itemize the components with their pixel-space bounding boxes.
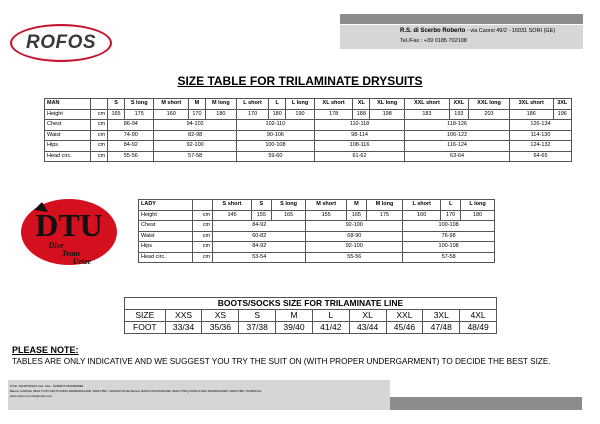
cell: 114-130 <box>510 130 572 141</box>
row-label: Head circ. <box>139 252 193 263</box>
column-header: 3XL short <box>510 99 554 110</box>
cell: 82-98 <box>154 130 236 141</box>
cell: 155 <box>251 210 271 221</box>
size-row <box>125 310 497 322</box>
foot-cell: 45/46 <box>386 322 423 334</box>
brand-name: ROFOS <box>25 32 97 53</box>
cell: 126-134 <box>510 120 572 131</box>
table-row <box>139 221 495 232</box>
column-header: MAN <box>45 99 91 110</box>
size-cell: XXS <box>165 310 202 322</box>
rofos-logo <box>10 24 112 62</box>
row-label: Head circ. <box>45 151 91 162</box>
cell: 92-100 <box>306 221 403 232</box>
size-cell: 3XL <box>423 310 460 322</box>
row-label: Height <box>45 109 91 120</box>
row-label: Waist <box>139 231 193 242</box>
table-row <box>139 242 495 253</box>
cell: 203 <box>469 109 510 120</box>
cell: 116-124 <box>405 141 510 152</box>
column-header: XXL short <box>405 99 450 110</box>
unit-cell: cm <box>193 242 213 253</box>
dive-team-uetze-logo <box>20 192 118 272</box>
unit-cell: cm <box>193 210 213 221</box>
cell: 165 <box>108 109 125 120</box>
cell: 170 <box>189 109 206 120</box>
cell: 63-64 <box>405 151 510 162</box>
size-cell: 4XL <box>460 310 497 322</box>
cell: 188 <box>353 109 370 120</box>
cell: 84-92 <box>108 141 154 152</box>
column-header: L short <box>403 200 441 211</box>
foot-cell: 39/40 <box>276 322 313 334</box>
cell: 55-56 <box>108 151 154 162</box>
cell: 55-56 <box>306 252 403 263</box>
column-header: L short <box>236 99 268 110</box>
note-heading: PLEASE NOTE: <box>12 345 79 355</box>
cell: 57-58 <box>403 252 495 263</box>
cell: 100-108 <box>403 221 495 232</box>
column-header: S short <box>213 200 252 211</box>
company-address: - via Caorsi 49/2 - 16031 SORI (GE) <box>465 28 556 34</box>
cell: 145 <box>213 210 252 221</box>
unit-cell: cm <box>90 141 107 152</box>
cell: 118-126 <box>405 120 510 131</box>
cell: 170 <box>236 109 268 120</box>
column-header: LADY <box>139 200 193 211</box>
cell: 175 <box>366 210 402 221</box>
letterhead <box>0 0 600 62</box>
table-row <box>45 141 572 152</box>
cell: 64-65 <box>510 151 572 162</box>
size-cell: M <box>276 310 313 322</box>
page-title: SIZE TABLE FOR TRILAMINATE DRYSUITS <box>177 74 423 88</box>
column-header: XXL long <box>469 99 510 110</box>
footer-box <box>8 380 390 410</box>
column-header <box>90 99 107 110</box>
size-cell: L <box>312 310 349 322</box>
column-header: M <box>189 99 206 110</box>
row-label: Chest <box>139 221 193 232</box>
column-header: L long <box>286 99 315 110</box>
cell: 92-100 <box>306 242 403 253</box>
column-header: M long <box>205 99 236 110</box>
cell: 175 <box>124 109 154 120</box>
size-cell: S <box>239 310 276 322</box>
cell: 102-110 <box>236 120 314 131</box>
table-row <box>45 151 572 162</box>
table-title-row <box>125 298 497 310</box>
column-header: M long <box>366 200 402 211</box>
foot-label: FOOT <box>125 322 166 334</box>
cell: 61-62 <box>314 151 404 162</box>
cell: 76-98 <box>403 231 495 242</box>
size-label: SIZE <box>125 310 166 322</box>
row-label: Hips <box>139 242 193 253</box>
cell: 98-114 <box>314 130 404 141</box>
header-bar <box>340 14 583 24</box>
cell: 94-102 <box>154 120 236 131</box>
unit-cell: cm <box>193 231 213 242</box>
foot-cell: 33/34 <box>165 322 202 334</box>
column-header: S <box>251 200 271 211</box>
table-row <box>139 210 495 221</box>
table-row <box>45 109 572 120</box>
cell: 74-90 <box>108 130 154 141</box>
column-header: XXL <box>449 99 468 110</box>
cell: 155 <box>306 210 347 221</box>
foot-cell: 43/44 <box>349 322 386 334</box>
column-header: M <box>347 200 367 211</box>
logo-text-dive: Dive <box>48 241 64 250</box>
cell: 108-116 <box>314 141 404 152</box>
cell: 165 <box>347 210 367 221</box>
column-header: 3XL <box>553 99 572 110</box>
cell: 60-82 <box>213 231 306 242</box>
size-cell: XXL <box>386 310 423 322</box>
row-label: Waist <box>45 130 91 141</box>
unit-cell: cm <box>193 252 213 263</box>
cell: 84-92 <box>213 242 306 253</box>
unit-cell: cm <box>90 109 107 120</box>
column-header: S long <box>271 200 306 211</box>
foot-cell: 35/36 <box>202 322 239 334</box>
table-row <box>139 252 495 263</box>
cell: 198 <box>370 109 405 120</box>
cell: 57-58 <box>154 151 236 162</box>
company-box <box>340 24 583 49</box>
size-cell: XL <box>349 310 386 322</box>
footer-bank-info: Banca: CARIGE, IBAN IT47O 06175 32160 000000461410E, SWIFT/BIC: CRGEITGG162 Banca: BANCA PASSADORE, IBAN IT66Q 03332 01404 000000612900, SWIFT/BIC: PASBITGG <box>10 389 262 393</box>
boots-table-title: BOOTS/SOCKS SIZE FOR TRILAMINATE LINE <box>125 298 497 310</box>
cell: 183 <box>405 109 450 120</box>
cell: 68-90 <box>306 231 403 242</box>
column-header: M short <box>306 200 347 211</box>
logo-letters: DTU <box>35 207 103 243</box>
cell: 59-60 <box>236 151 314 162</box>
table-row <box>139 231 495 242</box>
cell: 178 <box>314 109 352 120</box>
company-name: R.S. di Scerbo Roberto <box>400 28 466 34</box>
cell: 170 <box>441 210 461 221</box>
cell: 90-106 <box>236 130 314 141</box>
footer-tax-info: P.IVA: 03118730103 Cod. Fisc.: SCRRRT70H04D969E <box>10 384 84 388</box>
cell: 53-54 <box>213 252 306 263</box>
foot-cell: 48/49 <box>460 322 497 334</box>
foot-cell: 37/38 <box>239 322 276 334</box>
cell: 180 <box>461 210 495 221</box>
column-header: XL short <box>314 99 352 110</box>
man-size-table <box>44 98 572 162</box>
cell: 193 <box>449 109 468 120</box>
logo-text-uetze: Uetze <box>72 257 92 266</box>
column-header: L long <box>461 200 495 211</box>
cell: 86-94 <box>108 120 154 131</box>
column-header: XL long <box>370 99 405 110</box>
logo-text-team: Team <box>62 249 80 258</box>
cell: 186 <box>510 109 554 120</box>
cell: 124-132 <box>510 141 572 152</box>
company-phone: Tel./Fax : +39 0185 702108 <box>400 38 467 44</box>
lady-size-table <box>138 199 495 263</box>
note-text: TABLES ARE ONLY INDICATIVE AND WE SUGGEST YOU TRY THE SUIT ON (WITH PROPER UNDERGARMENT) TO DECIDE THE BEST SIZE. <box>12 357 551 366</box>
column-header: L <box>269 99 286 110</box>
column-header: XL <box>353 99 370 110</box>
cell: 180 <box>269 109 286 120</box>
table-row <box>45 120 572 131</box>
cell: 100-108 <box>403 242 495 253</box>
column-header: M short <box>154 99 189 110</box>
row-label: Hips <box>45 141 91 152</box>
column-header: L <box>441 200 461 211</box>
footer-web-info: www.rofos.com info@rofos.com <box>10 394 53 398</box>
cell: 100-108 <box>236 141 314 152</box>
cell: 92-100 <box>154 141 236 152</box>
cell: 196 <box>553 109 572 120</box>
unit-cell: cm <box>193 221 213 232</box>
boots-size-table <box>124 297 497 334</box>
cell: 165 <box>271 210 306 221</box>
cell: 190 <box>286 109 315 120</box>
cell: 106-122 <box>405 130 510 141</box>
cell: 160 <box>154 109 189 120</box>
column-header: S long <box>124 99 154 110</box>
unit-cell: cm <box>90 120 107 131</box>
row-label: Chest <box>45 120 91 131</box>
unit-cell: cm <box>90 151 107 162</box>
foot-row <box>125 322 497 334</box>
cell: 110-118 <box>314 120 404 131</box>
column-header: S <box>108 99 125 110</box>
table-header-row <box>45 99 572 110</box>
table-header-row <box>139 200 495 211</box>
cell: 84-92 <box>213 221 306 232</box>
size-cell: XS <box>202 310 239 322</box>
cell: 180 <box>205 109 236 120</box>
unit-cell: cm <box>90 130 107 141</box>
table-row <box>45 130 572 141</box>
cell: 160 <box>403 210 441 221</box>
row-label: Height <box>139 210 193 221</box>
footer-bar <box>390 397 582 410</box>
column-header <box>193 200 213 211</box>
foot-cell: 47/48 <box>423 322 460 334</box>
foot-cell: 41/42 <box>312 322 349 334</box>
